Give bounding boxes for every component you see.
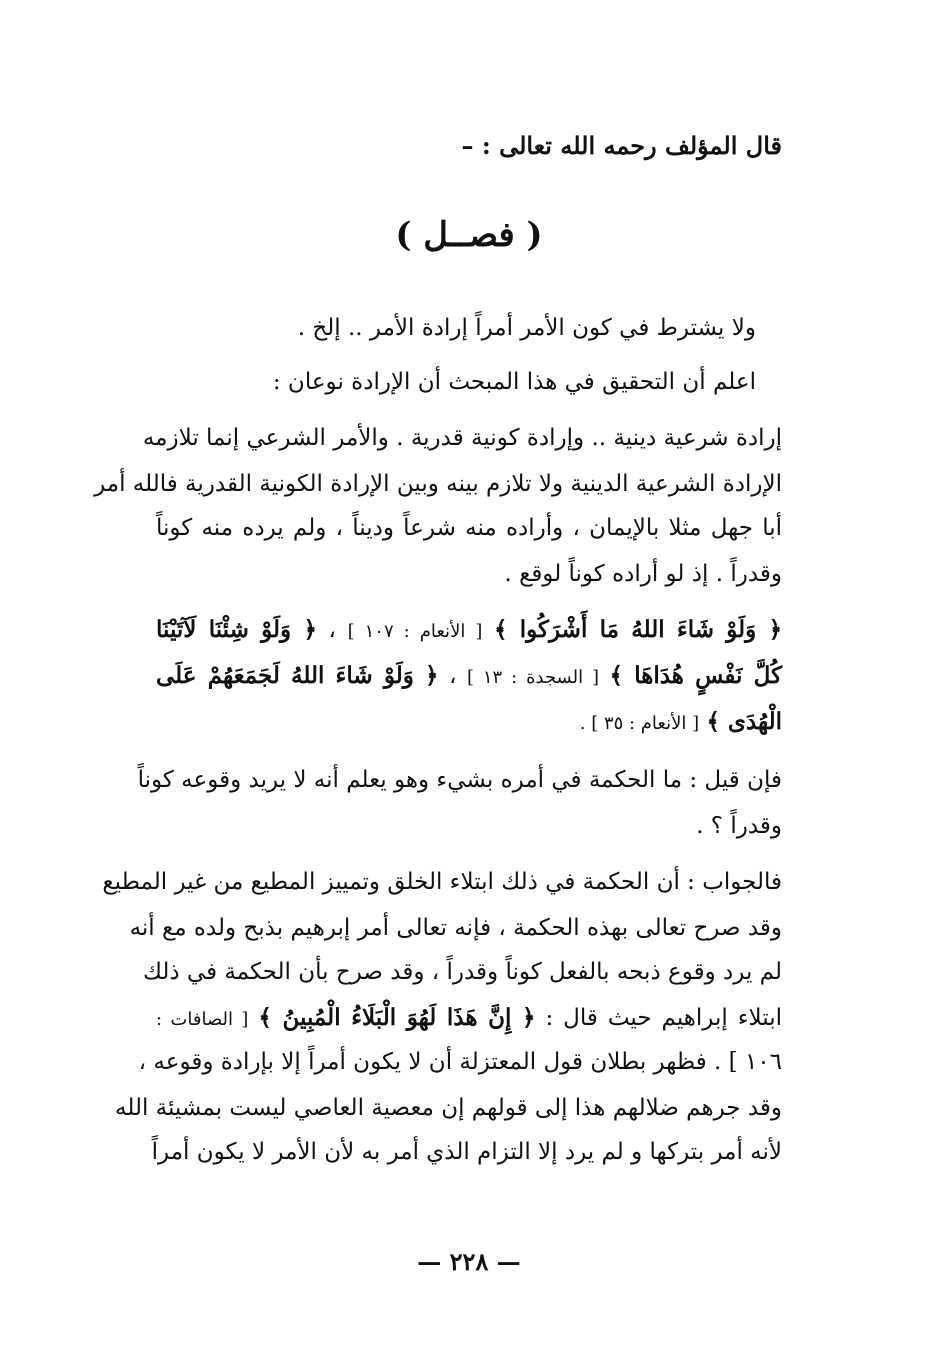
- separator: ،: [449, 663, 457, 689]
- verse-reference: [ الأنعام : ١٠٧ ]: [347, 621, 483, 642]
- answer-line-2: وقد صرح تعالى بهذه الحكمة ، فإنه تعالى أمر إبرهيم بذبح ولده مع أنه: [129, 915, 782, 941]
- answer-line-5: ١٠٦ ] . فظهر بطلان قول المعتزلة أن لا يكون أمراً إلا بإرادة وقوعه ،: [138, 1049, 782, 1075]
- paragraph-2: اعلم أن التحقيق في هذا المبحث أن الإرادة نوعان :: [272, 369, 756, 395]
- answer-line-4: [156, 998, 782, 1040]
- answer-line-1: فالجواب : أن الحكمة في ذلك ابتلاء الخلق وتمييز المطيع من غير المطيع: [102, 869, 782, 895]
- quran-verse: ﴿ وَلَوْ شَاءَ اللهُ مَا أَشْرَكُوا ﴾: [493, 616, 783, 643]
- section-title: ( فصــل ): [395, 215, 543, 255]
- question-line-1: فإن قيل : ما الحكمة في أمره بشيء وهو يعلم أنه لا يريد وقوعه كوناً: [137, 767, 782, 793]
- verses-line-2: [156, 656, 782, 698]
- verses-line-1: [156, 610, 782, 652]
- quran-verse: كُلَّ نَفْسٍ هُدَاهَا ﴾: [609, 662, 783, 689]
- paragraph-1: ولا يشترط في كون الأمر أمراً إرادة الأمر .. إلخ .: [297, 315, 756, 341]
- separator: ،: [328, 617, 336, 643]
- quran-verse: ﴿ وَلَوْ شَاءَ اللهُ لَجَمَعَهُمْ عَلَى: [156, 662, 439, 689]
- paragraph-3-line-4: وقدراً . إذ لو أراده كوناً لوقع .: [504, 561, 782, 587]
- paragraph-3-line-3: أبا جهل مثلا بالإيمان ، وأراده منه شرعاً وديناً ، ولم يرده منه كوناً: [156, 515, 782, 541]
- question-line-2: وقدراً ؟ .: [696, 813, 782, 839]
- verse-reference: [ السجدة : ١٣ ]: [466, 667, 600, 688]
- verse-reference: [ الأنعام : ٣٥ ] .: [579, 713, 700, 734]
- answer-line-7: لأنه أمر بتركها و لم يرد إلا التزام الذي أمر به لأن الأمر لا يكون أمراً: [151, 1139, 782, 1165]
- quran-verse: الْهُدَى ﴾: [706, 708, 782, 735]
- paragraph-3-line-2: الإرادة الشرعية الدينية ولا تلازم بينه وبين الإرادة الكونية القدرية فالله أمر: [94, 471, 782, 497]
- paragraph-3-line-1: إرادة شرعية دينية .. وإرادة كونية قدرية . والأمر الشرعي إنما تلازمه: [142, 425, 782, 451]
- author-intro: قال المؤلف رحمه الله تعالى : –: [461, 131, 782, 160]
- answer-line-3: لم يرد وقوع ذبحه بالفعل كوناً وقدراً ، وقد صرح بأن الحكمة في ذلك: [142, 959, 782, 985]
- verse-reference: [ الصافات :: [156, 1009, 249, 1030]
- page-number: — ٢٢٨ —: [417, 1247, 521, 1276]
- verses-line-3: [580, 702, 782, 744]
- answer-text: ابتلاء إبراهيم حيث قال :: [545, 1005, 783, 1031]
- quran-verse: ﴿ وَلَوْ شِئْنَا لَآتَيْنَا: [156, 616, 317, 643]
- quran-verse: ﴿ إِنَّ هَذَا لَهُوَ الْبَلَاءُ الْمُبِينُ ﴾: [258, 1004, 536, 1031]
- answer-line-6: وقد جرهم ضلالهم هذا إلى قولهم إن معصية العاصي ليست بمشيئة الله: [115, 1095, 782, 1121]
